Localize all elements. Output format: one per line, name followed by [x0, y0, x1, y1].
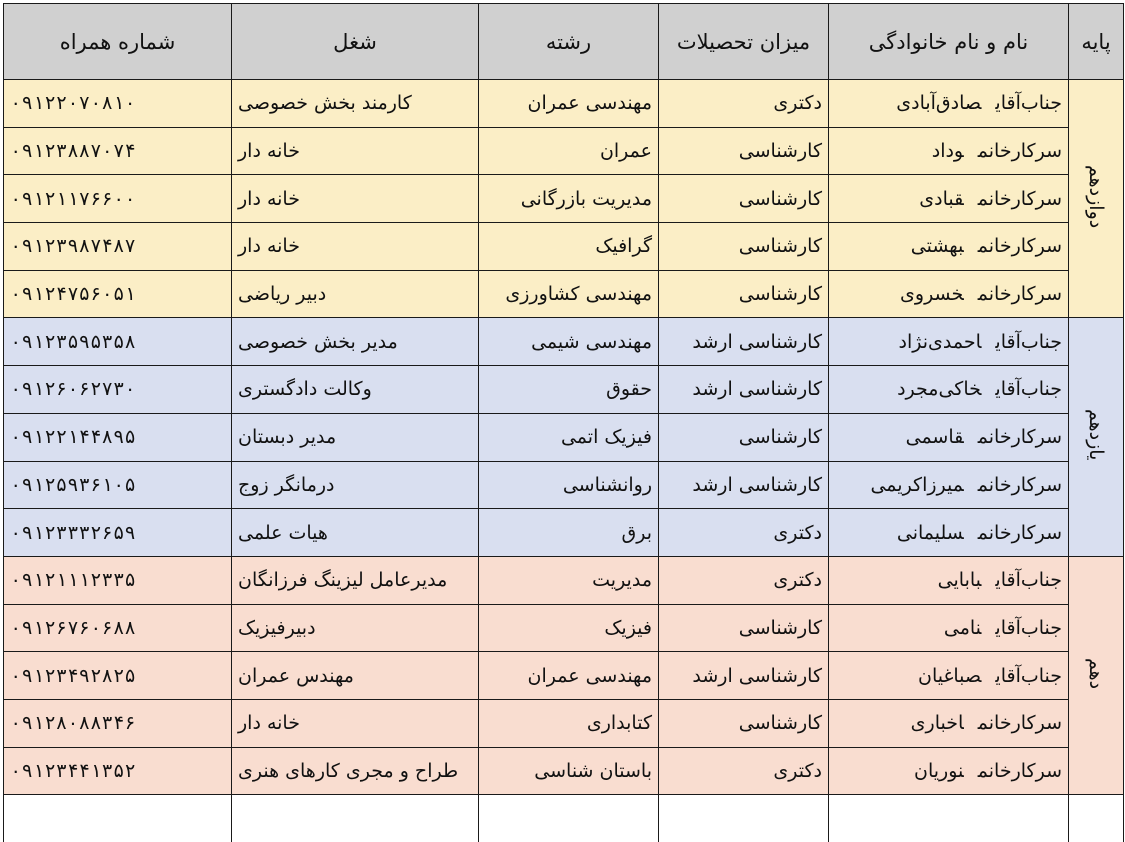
education-cell: کارشناسی — [659, 413, 829, 461]
name-cell — [829, 699, 1069, 747]
field-cell: برق — [479, 509, 659, 557]
field-cell: مهندسی عمران — [479, 652, 659, 700]
field-cell: روانشناسی — [479, 461, 659, 509]
phone-cell: ۰۹۱۲۳۳۳۲۶۵۹ — [4, 509, 232, 557]
table-row — [4, 747, 1124, 795]
job-cell: خانه دار — [232, 699, 479, 747]
header-row — [4, 4, 1124, 80]
table-row — [4, 366, 1124, 414]
table-row — [4, 318, 1124, 366]
phone-cell: ۰۹۱۲۸۰۸۸۳۴۶ — [4, 699, 232, 747]
name-title: جناب‌آقای — [995, 92, 1062, 115]
name-cell — [829, 223, 1069, 271]
name-cell — [829, 175, 1069, 223]
grade-cell — [1069, 318, 1124, 556]
field-cell: مهندسی عمران — [479, 80, 659, 128]
family-name: صادق‌آبادی — [896, 92, 982, 115]
table-row — [4, 699, 1124, 747]
family-name: احمدی‌نژاد — [898, 330, 982, 353]
table-row — [4, 652, 1124, 700]
family-name: اخباری — [910, 712, 964, 735]
job-cell: دبیرفیزیک — [232, 604, 479, 652]
empty-cell — [1069, 795, 1124, 842]
phone-cell: ۰۹۱۲۶۰۶۲۷۳۰ — [4, 366, 232, 414]
name-title: سرکارخانم — [977, 187, 1062, 210]
field-cell: مدیریت — [479, 556, 659, 604]
table-row — [4, 461, 1124, 509]
job-cell: دبیر ریاضی — [232, 270, 479, 318]
header-phone: شماره همراه — [4, 4, 232, 80]
table-row — [4, 509, 1124, 557]
education-cell: کارشناسی ارشد — [659, 366, 829, 414]
job-cell: مدیر بخش خصوصی — [232, 318, 479, 366]
family-name: بهشتی — [910, 235, 964, 258]
empty-cell — [659, 795, 829, 842]
family-name: بابایی — [937, 569, 982, 592]
name-title: سرکارخانم — [977, 712, 1062, 735]
name-cell — [829, 461, 1069, 509]
table-row — [4, 413, 1124, 461]
table-row — [4, 80, 1124, 128]
family-name: خاکی‌مجرد — [897, 378, 982, 401]
table-row — [4, 556, 1124, 604]
contacts-table — [3, 3, 1124, 842]
job-cell: درمانگر زوج — [232, 461, 479, 509]
job-cell: کارمند بخش خصوصی — [232, 80, 479, 128]
field-cell: مدیریت بازرگانی — [479, 175, 659, 223]
education-cell: کارشناسی — [659, 127, 829, 175]
header-education: میزان تحصیلات — [659, 4, 829, 80]
phone-cell: ۰۹۱۲۲۱۴۴۸۹۵ — [4, 413, 232, 461]
job-cell: مدیرعامل لیزینگ فرزانگان — [232, 556, 479, 604]
name-cell — [829, 652, 1069, 700]
family-name: سلیمانی — [896, 521, 964, 544]
phone-cell: ۰۹۱۲۳۴۴۱۳۵۲ — [4, 747, 232, 795]
family-name: قبادی — [919, 187, 964, 210]
phone-cell: ۰۹۱۲۳۹۸۷۴۸۷ — [4, 223, 232, 271]
job-cell: خانه دار — [232, 223, 479, 271]
name-title: سرکارخانم — [977, 235, 1062, 258]
name-cell — [829, 413, 1069, 461]
name-title: سرکارخانم — [977, 140, 1062, 163]
empty-cell — [232, 795, 479, 842]
name-title: سرکارخانم — [977, 283, 1062, 306]
job-cell: وکالت دادگستری — [232, 366, 479, 414]
field-cell: باستان شناسی — [479, 747, 659, 795]
table-row — [4, 223, 1124, 271]
empty-cell — [479, 795, 659, 842]
field-cell: مهندسی شیمی — [479, 318, 659, 366]
name-title: سرکارخانم — [977, 473, 1062, 496]
name-cell — [829, 80, 1069, 128]
field-cell: کتابداری — [479, 699, 659, 747]
field-cell: عمران — [479, 127, 659, 175]
job-cell: هیات علمی — [232, 509, 479, 557]
education-cell: کارشناسی — [659, 175, 829, 223]
field-cell: حقوق — [479, 366, 659, 414]
education-cell: دکتری — [659, 509, 829, 557]
name-title: سرکارخانم — [977, 426, 1062, 449]
field-cell: گرافیک — [479, 223, 659, 271]
phone-cell: ۰۹۱۲۳۸۸۷۰۷۴ — [4, 127, 232, 175]
name-cell — [829, 127, 1069, 175]
field-cell: مهندسی کشاورزی — [479, 270, 659, 318]
phone-cell: ۰۹۱۲۶۷۶۰۶۸۸ — [4, 604, 232, 652]
education-cell: کارشناسی ارشد — [659, 318, 829, 366]
name-cell — [829, 747, 1069, 795]
table-row — [4, 127, 1124, 175]
education-cell: کارشناسی — [659, 604, 829, 652]
grade-label: یازدهم — [1085, 408, 1107, 461]
phone-cell: ۰۹۱۲۵۹۳۶۱۰۵ — [4, 461, 232, 509]
grade-label: دوازدهم — [1085, 164, 1107, 228]
phone-cell: ۰۹۱۲۱۱۱۲۳۳۵ — [4, 556, 232, 604]
family-name: خسروی — [900, 283, 964, 306]
education-cell: کارشناسی — [659, 223, 829, 271]
education-cell: دکتری — [659, 556, 829, 604]
name-cell — [829, 318, 1069, 366]
name-title: جناب‌آقای — [995, 378, 1062, 401]
family-name: نوریان — [914, 759, 964, 782]
header-grade: پایه — [1069, 4, 1124, 80]
education-cell: دکتری — [659, 747, 829, 795]
name-title: سرکارخانم — [977, 521, 1062, 544]
grade-cell — [1069, 80, 1124, 318]
family-name: میرزاکریمی — [870, 473, 964, 496]
family-name: نامی — [943, 616, 982, 639]
table-row — [4, 604, 1124, 652]
job-cell: مدیر دبستان — [232, 413, 479, 461]
education-cell: کارشناسی ارشد — [659, 652, 829, 700]
name-cell — [829, 509, 1069, 557]
name-title: جناب‌آقای — [995, 616, 1062, 639]
grade-label: دهم — [1085, 657, 1107, 689]
job-cell: طراح و مجری کارهای هنری — [232, 747, 479, 795]
name-cell — [829, 366, 1069, 414]
education-cell: دکتری — [659, 80, 829, 128]
name-cell — [829, 556, 1069, 604]
education-cell: کارشناسی — [659, 699, 829, 747]
education-cell: کارشناسی — [659, 270, 829, 318]
field-cell: فیزیک اتمی — [479, 413, 659, 461]
phone-cell: ۰۹۱۲۲۰۷۰۸۱۰ — [4, 80, 232, 128]
job-cell: مهندس عمران — [232, 652, 479, 700]
name-cell — [829, 270, 1069, 318]
phone-cell: ۰۹۱۲۳۴۹۲۸۲۵ — [4, 652, 232, 700]
table-row-cut — [4, 795, 1124, 842]
name-cell — [829, 604, 1069, 652]
phone-cell: ۰۹۱۲۴۷۵۶۰۵۱ — [4, 270, 232, 318]
phone-cell: ۰۹۱۲۱۱۷۶۶۰۰ — [4, 175, 232, 223]
name-title: سرکارخانم — [977, 759, 1062, 782]
education-cell: کارشناسی ارشد — [659, 461, 829, 509]
phone-cell: ۰۹۱۲۳۵۹۵۳۵۸ — [4, 318, 232, 366]
family-name: قاسمی — [905, 426, 964, 449]
table-row — [4, 175, 1124, 223]
header-job: شغل — [232, 4, 479, 80]
job-cell: خانه دار — [232, 127, 479, 175]
header-field: رشته — [479, 4, 659, 80]
empty-cell — [829, 795, 1069, 842]
name-title: جناب‌آقای — [995, 664, 1062, 687]
job-cell: خانه دار — [232, 175, 479, 223]
header-name: نام و نام خانوادگی — [829, 4, 1069, 80]
name-title: جناب‌آقای — [995, 569, 1062, 592]
empty-cell — [4, 795, 232, 842]
name-title: جناب‌آقای — [995, 330, 1062, 353]
family-name: وداد — [931, 140, 964, 163]
grade-cell — [1069, 556, 1124, 794]
table-row — [4, 270, 1124, 318]
field-cell: فیزیک — [479, 604, 659, 652]
family-name: صباغیان — [917, 664, 982, 687]
